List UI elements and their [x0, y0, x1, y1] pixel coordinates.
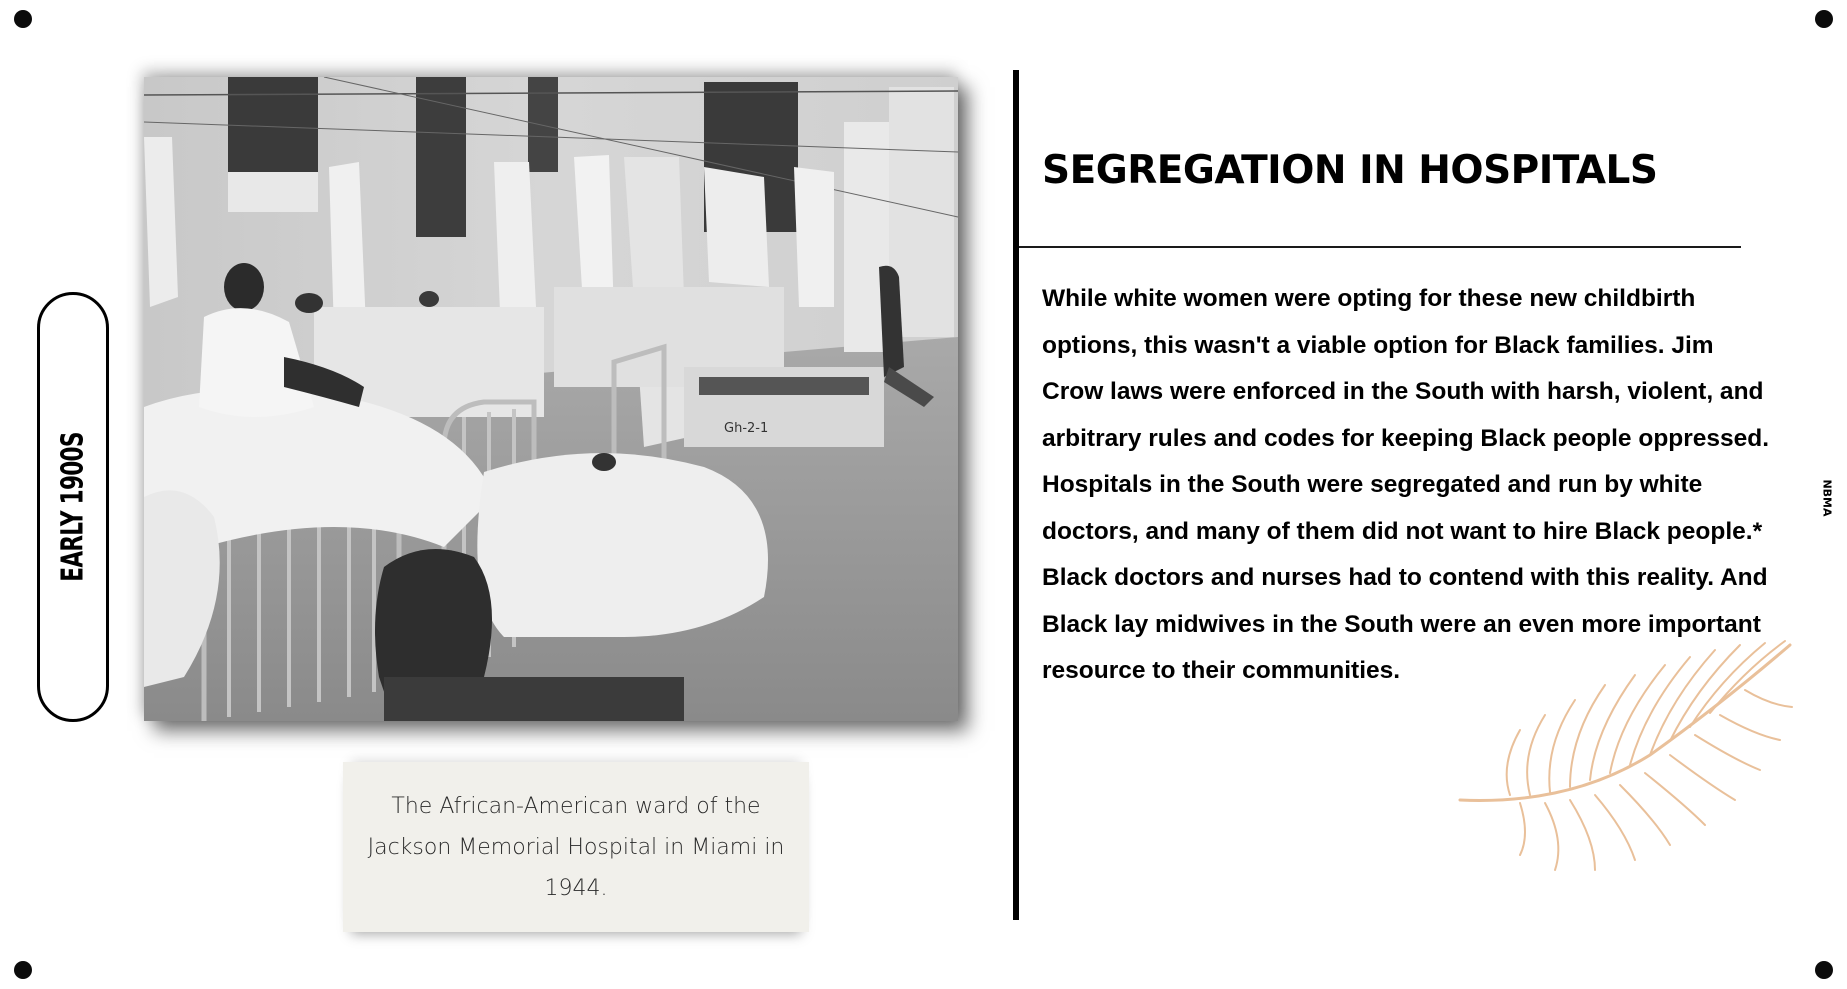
corner-dot-bottom-right [1815, 961, 1833, 979]
corner-dot-top-right [1815, 10, 1833, 28]
side-credit: NBMA [1820, 479, 1834, 517]
era-tag [37, 292, 109, 722]
era-label: EARLY 1900S [55, 432, 91, 582]
bed-tag: Gh-2-1 [724, 421, 769, 436]
photo-caption-card [343, 762, 809, 932]
vertical-divider [1013, 70, 1019, 920]
hospital-ward-photo [144, 77, 958, 721]
title-underline [1019, 246, 1741, 248]
corner-dot-top-left [14, 10, 32, 28]
page-title: SEGREGATION IN HOSPITALS [1042, 148, 1658, 193]
ward-photo-illustration [144, 77, 958, 721]
photo-caption: The African-American ward of the Jackson Memorial Hospital in Miami in 1944. [367, 793, 785, 901]
article-body: While white women were opting for these new childbirth options, this wasn't a viable option for Black families. Jim Crow laws were enforced in the South with harsh, violent, and arbitrary rules and codes for keeping Black people oppressed. Hospitals in the South were segregated and run by white doctors, and many of them did not want to hire Black people.* Black doctors and nurses had to contend with this reality. And Black lay midwives in the South were an even more important resource to their communities. [1042, 285, 1770, 684]
corner-dot-bottom-left [14, 961, 32, 979]
